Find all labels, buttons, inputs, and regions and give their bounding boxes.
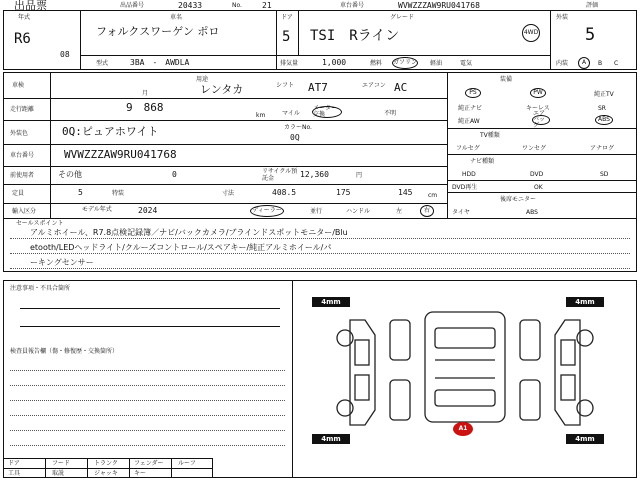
sales-title: セールスポイント <box>16 220 64 227</box>
lot-number: 20433 <box>178 1 203 10</box>
mileage-opt-3: 不明 <box>384 110 397 117</box>
chassis-value: WVWZZZAW9RU041768 <box>64 148 177 161</box>
grade-value: TSI Rライン <box>310 28 400 44</box>
equip-tv: 純正TV <box>594 91 614 98</box>
fuel-option-1: ガソリン <box>392 57 418 69</box>
model-value: 3BA - AWDLA <box>130 58 190 67</box>
owners-value: 0 <box>172 170 177 179</box>
handle-opt-right: 右 <box>420 205 434 217</box>
color-code-label: カラーNo. <box>284 124 312 131</box>
mileage-label: 走行距離 <box>10 106 35 113</box>
doors-value: 5 <box>282 29 291 45</box>
chassis-top-label: 車台番号 <box>340 2 365 9</box>
year-label: 年式 <box>18 14 31 21</box>
navi-label: ナビ種類 <box>470 158 495 165</box>
dvd-label: DVD再生 <box>452 184 478 191</box>
equip-abs: ABS <box>595 115 613 125</box>
seat-mark: 4WD <box>522 24 540 42</box>
notes-title: 注意事項・不具合箇所 <box>10 285 71 292</box>
model-year: 2024 <box>138 206 158 215</box>
ac-label: エアコン <box>362 82 386 89</box>
inner-opt-a: A <box>578 57 590 69</box>
tire-tag-fr: 4mm <box>566 297 604 307</box>
equip-pw: PW <box>530 88 546 98</box>
mileage-opt-1: マイル <box>282 110 300 117</box>
footer-h-5: ルーフ <box>178 460 196 467</box>
score-label: 評価 <box>586 2 599 9</box>
equip-title: 装備 <box>500 76 513 83</box>
footer-r-3: ジャッキ <box>94 470 118 477</box>
inspect-title: 検査員報告欄（傷・修復歴・交換箇所） <box>10 348 119 355</box>
grade-label: グレード <box>390 14 415 21</box>
capacity-value: 5 <box>78 188 83 197</box>
sales-line-1: アルミホイール、R7.8点検記録簿／ナビ/バックカメラ/ブラインドスポットモニター/Blu <box>30 228 348 237</box>
page-title: 出品票 <box>14 0 47 12</box>
size-unit: cm <box>428 192 438 199</box>
mileage-opt-2: メーター交換 <box>312 106 342 118</box>
footer-r-4: キー <box>134 470 147 477</box>
shift-label: シフト <box>276 82 295 89</box>
equip-keyless: キーレス <box>526 105 550 112</box>
extra-label: 後席モニター <box>500 196 537 203</box>
chassis-top: WVWZZZAW9RU041768 <box>398 1 480 10</box>
lane-label: No. <box>232 2 242 9</box>
abs-label: ABS <box>526 209 538 216</box>
tire-tag-rr: 4mm <box>566 434 604 444</box>
car-name-label: 車名 <box>170 14 183 21</box>
equip-sr: SR <box>598 105 606 112</box>
ac-value: AC <box>394 81 408 94</box>
capacity-label: 定員 <box>12 190 25 197</box>
footer-h-3: トランク <box>94 460 118 467</box>
size-length: 408.5 <box>272 188 297 197</box>
fuel-option-2: 軽油 <box>430 60 443 67</box>
dvd-value: OK <box>534 184 543 191</box>
car-diagram <box>300 300 630 460</box>
handle-opt-left: 左 <box>396 208 403 215</box>
inspection-label: 車検 <box>12 82 25 89</box>
year-small: 08 <box>60 50 70 59</box>
color-label: 外装色 <box>10 130 29 137</box>
recycle-label: リサイクル預託金 <box>262 168 298 182</box>
sales-line-3: ーキングセンサー <box>30 258 94 267</box>
tire-tag-rl: 4mm <box>312 434 350 444</box>
fuel-option-3: 電気 <box>460 60 473 67</box>
sales-line-2: etooth/LEDヘッドライト/クルーズコントロール/スペアキー/純正アルミホイール/パ <box>30 243 332 252</box>
inner-label: 内装 <box>556 60 569 67</box>
lot-label: 出品番号 <box>120 2 145 9</box>
tv-opt-analog: アナログ <box>590 145 615 152</box>
model-year-label: モデル年式 <box>82 206 112 213</box>
inspection-month-label: 月 <box>142 90 149 97</box>
handle-label: ハンドル <box>346 208 371 215</box>
tv-label: TV種類 <box>480 132 500 139</box>
equip-airbag: エアバッグ <box>532 115 550 125</box>
size-height: 145 <box>398 188 413 197</box>
lane-number: 21 <box>262 1 272 10</box>
cc-label: 排気量 <box>280 60 299 67</box>
footer-h-2: フード <box>52 460 70 467</box>
inner-opt-b: B <box>598 60 603 67</box>
model-label: 型式 <box>96 60 109 67</box>
footer-r-2: 取説 <box>52 470 65 477</box>
color-value: 0Q:ピュアホワイト <box>62 125 159 138</box>
fuel-label: 燃料 <box>370 60 383 67</box>
tire-label: タイヤ <box>452 209 470 216</box>
equip-navi: 純正ナビ <box>458 105 483 112</box>
special-label: 特装 <box>112 190 125 197</box>
mileage-value: 9 868 <box>126 101 164 114</box>
tire-tag-fl: 4mm <box>312 297 350 307</box>
use-value: レンタカ <box>200 83 244 96</box>
footer-r-1: 工具 <box>8 470 21 477</box>
color-code: 0Q <box>290 133 300 142</box>
navi-opt-dvd: DVD <box>530 171 544 178</box>
ext-score: 5 <box>585 25 596 45</box>
navi-opt-hdd: HDD <box>462 171 476 178</box>
tv-opt-full: フルセグ <box>456 145 480 152</box>
cc-value: 1,000 <box>322 58 347 67</box>
import-label: 輸入区分 <box>12 208 37 215</box>
navi-opt-sd: SD <box>600 171 609 178</box>
equip-ps: PS <box>465 88 481 98</box>
history-value: その他 <box>58 170 82 179</box>
import-opt-dealer: ディーラー <box>250 205 284 217</box>
history-label: 前使用者 <box>10 172 35 179</box>
equip-aw: 純正AW <box>458 118 480 125</box>
shift-value: AT7 <box>308 81 328 94</box>
footer-h-4: フェンダー <box>134 460 164 467</box>
mileage-unit: km <box>256 112 266 119</box>
recycle-value: 12,360 <box>300 170 329 179</box>
inner-opt-c: C <box>614 60 619 67</box>
footer-h-1: ドア <box>8 460 20 467</box>
import-opt-parallel: 並行 <box>310 208 323 215</box>
car-name: フォルクスワーゲン ポロ <box>96 25 220 38</box>
doors-label: ドア <box>281 14 293 21</box>
damage-mark: A1 <box>453 422 473 436</box>
tv-opt-one: ワンセグ <box>522 145 547 152</box>
ext-label: 外装 <box>556 14 569 21</box>
chassis-label: 車台番号 <box>10 152 35 159</box>
use-label: 用途 <box>196 76 209 83</box>
size-width: 175 <box>336 188 351 197</box>
size-label: 寸法 <box>222 190 235 197</box>
year-value: R6 <box>14 31 31 47</box>
recycle-unit: 円 <box>356 172 363 179</box>
